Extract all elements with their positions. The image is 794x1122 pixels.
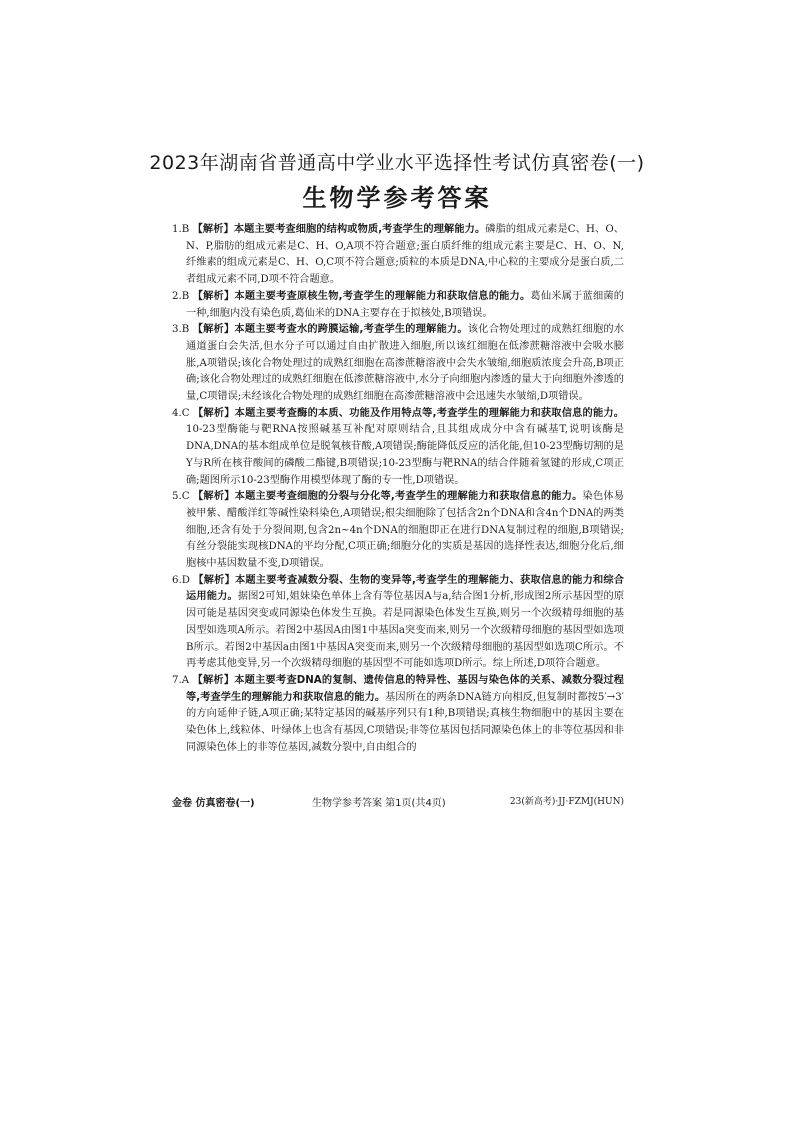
page-footer (172, 794, 624, 810)
answer-item-4: 4.C 【解析】本题主要考查酶的本质、功能及作用特点等,考查学生的理解能力和获取信息的能力。10-23型酶能与靶RNA按照碱基互补配对原则结合,且其组成成分中含有碱基T,说明该酶是DNA,DNA的基本组成单位是脱氧核苷酸,A项错误;酶能降低反应的活化能,但10-23型酶切割的是Y与R所在核苷酸间的磷酸二酯键,B项错误;10-23型酶与靶RNA的结合伴随着氢键的形成,C项正确;题图所示10-23型酶作用模型体现了酶的专一性,D项错误。 (172, 407, 624, 486)
answer-item-7: 7.A 【解析】本题主要考查DNA的复制、遗传信息的特异性、基因与染色体的关系、减数分裂过程等,考查学生的理解能力和获取信息的能力。基因所在的两条DNA链方向相反,但复制时都按5′→3′的方向延伸子链,A项正确;某特定基因的碱基序列只有1种,B项错误;真核生物细胞中的基因主要在染色体上,线粒体、叶绿体上也含有基因,C项错误;非等位基因包括同源染色体上的非等位基因和非同源染色体上的非等位基因,减数分裂中,自由组合的 (172, 674, 624, 753)
footer-page-number: 生物学参考答案 第1页(共4页) (312, 798, 446, 809)
answer-item-3: 3.B 【解析】本题主要考查水的跨膜运输,考查学生的理解能力。该化合物处理过的成熟红细胞的水通道蛋白会失活,但水分子可以通过自由扩散进入细胞,所以该红细胞在低渗蔗糖溶液中会吸水膨胀,A项错误;该化合物处理过的成熟红细胞在高渗蔗糖溶液中会失水皱缩,细胞质浓度会升高,B项正确;该化合物处理过的成熟红细胞在低渗蔗糖溶液中,水分子向细胞内渗透的量大于向细胞外渗透的量,C项错误;未经该化合物处理的成熟红细胞在高渗蔗糖溶液中会迅速失水皱缩,D项错误。 (172, 324, 624, 403)
answer-item-2: 2.B 【解析】本题主要考查原核生物,考查学生的理解能力和获取信息的能力。葛仙米属于蓝细菌的一种,细胞内没有染色质,葛仙米的DNA主要存在于拟核处,B项错误。 (172, 290, 624, 319)
exam-title: 2023年湖南省普通高中学业水平选择性考试仿真密卷(一) (149, 152, 645, 174)
page-title: 生物学参考答案 (302, 184, 492, 212)
answer-item-6: 6.D 【解析】本题主要考查减数分裂、生物的变异等,考查学生的理解能力、获取信息的能力和综合运用能力。据图2可知,姐妹染色单体上含有等位基因A与a,结合图1分析,形成图2所示基因型的原因可能是基因突变或同源染色体发生互换。若是同源染色体发生互换,则另一个次级精母细胞的基因型如选项A所示。若图2中基因A由图1中基因a突变而来,则另一个次级精母细胞的基因型如选项B所示。若图2中基因a由图1中基因A突变而来,则另一个次级精母细胞的基因型如选项C所示。不再考虑其他变异,另一个次级精母细胞的基因型不可能如选项D所示。综上所述,D项符合题意。 (172, 574, 625, 670)
footer-series: 金卷 仿真密卷(一) (172, 798, 255, 809)
answer-item-1: 1.B 【解析】本题主要考查细胞的结构或物质,考查学生的理解能力。磷脂的组成元素是C、H、O、N、P,脂肪的组成元素是C、H、O,A项不符合题意;蛋白质纤维的组成元素主要是C、H、O、N,纤维素的组成元素是C、H、O,C项不符合题意;质粒的本质是DNA,中心粒的主要成分是蛋白质,二者组成元素不同,D项不符合题意。 (172, 224, 624, 286)
answer-item-5: 5.C 【解析】本题主要考查细胞的分裂与分化等,考查学生的理解能力和获取信息的能力。染色体易被甲紫、醋酸洋红等碱性染料染色,A项错误;根尖细胞除了包括含2n个DNA和含4n个DNA的两类细胞,还含有处于分裂间期,包含2n~4n个DNA的细胞即正在进行DNA复制过程的细胞,B项错误;有丝分裂能实现核DNA的平均分配,C项正确;细胞分化的实质是基因的选择性表达,细胞分化后,细胞核中基因数量不变,D项错误。 (172, 491, 624, 570)
answer-list (172, 222, 624, 757)
footer-code: 23(新高考)·JJ·FZMJ(HUN) (509, 797, 624, 807)
